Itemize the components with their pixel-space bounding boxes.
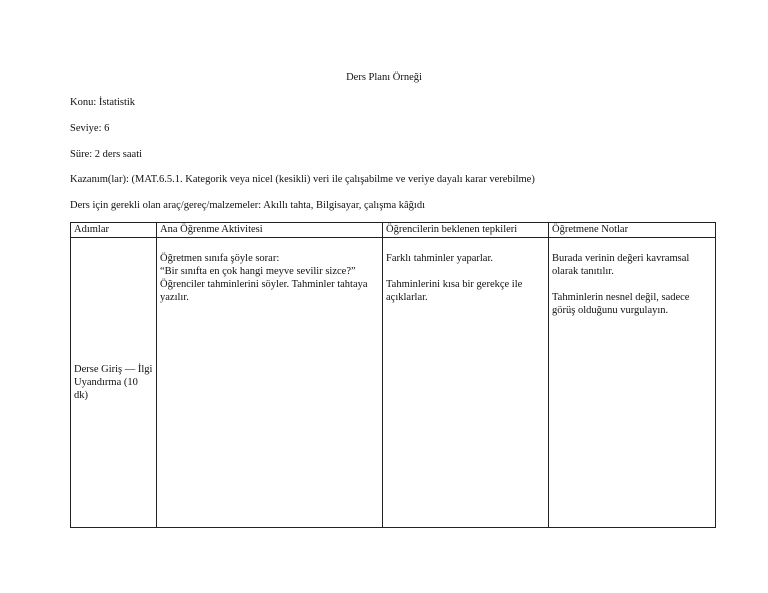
activity-line: Öğretmen sınıfa şöyle sorar: [160, 253, 280, 264]
response-text: Tahminlerini kısa bir gerekçe ile açıklarlar. [386, 279, 523, 303]
notes-cell [549, 238, 716, 528]
table-row [71, 238, 716, 528]
table-header-row [71, 223, 716, 238]
note-text: Tahminlerin nesnel değil, sadece görüş olduğunu vurgulayın. [552, 292, 690, 316]
lesson-plan-table [70, 222, 716, 528]
level-line: Seviye: 6 [70, 123, 110, 134]
header-activity: Ana Öğrenme Aktivitesi [157, 223, 383, 238]
note-text: Burada verinin değeri kavramsal olarak tanıtılır. [552, 253, 690, 277]
topic-line: Konu: İstatistik [70, 97, 136, 108]
activity-cell [157, 238, 383, 528]
materials-line: Ders için gerekli olan araç/gereç/malzemeler: Akıllı tahta, Bilgisayar, çalışma kâğıdı [70, 200, 425, 211]
header-responses: Öğrencilerin beklenen tepkileri [383, 223, 549, 238]
header-notes: Öğretmene Notlar [549, 223, 716, 238]
header-steps: Adımlar [71, 223, 157, 238]
response-text: Farklı tahminler yaparlar. [386, 253, 494, 264]
duration-line: Süre: 2 ders saati [70, 149, 143, 160]
activity-line: Öğrenciler tahminlerini söyler. Tahminler tahtaya yazılır. [160, 279, 368, 303]
document-title: Ders Planı Örneği [346, 72, 422, 83]
activity-line: “Bir sınıfta en çok hangi meyve sevilir sizce?” [160, 266, 356, 277]
step-cell: Derse Giriş — İlgi Uyandırma (10 dk) [71, 238, 157, 528]
outcome-line: Kazanım(lar): (MAT.6.5.1. Kategorik veya nicel (kesikli) veri ile çalışabilme ve veriye dayalı karar verebilme) [70, 174, 535, 185]
responses-cell [383, 238, 549, 528]
